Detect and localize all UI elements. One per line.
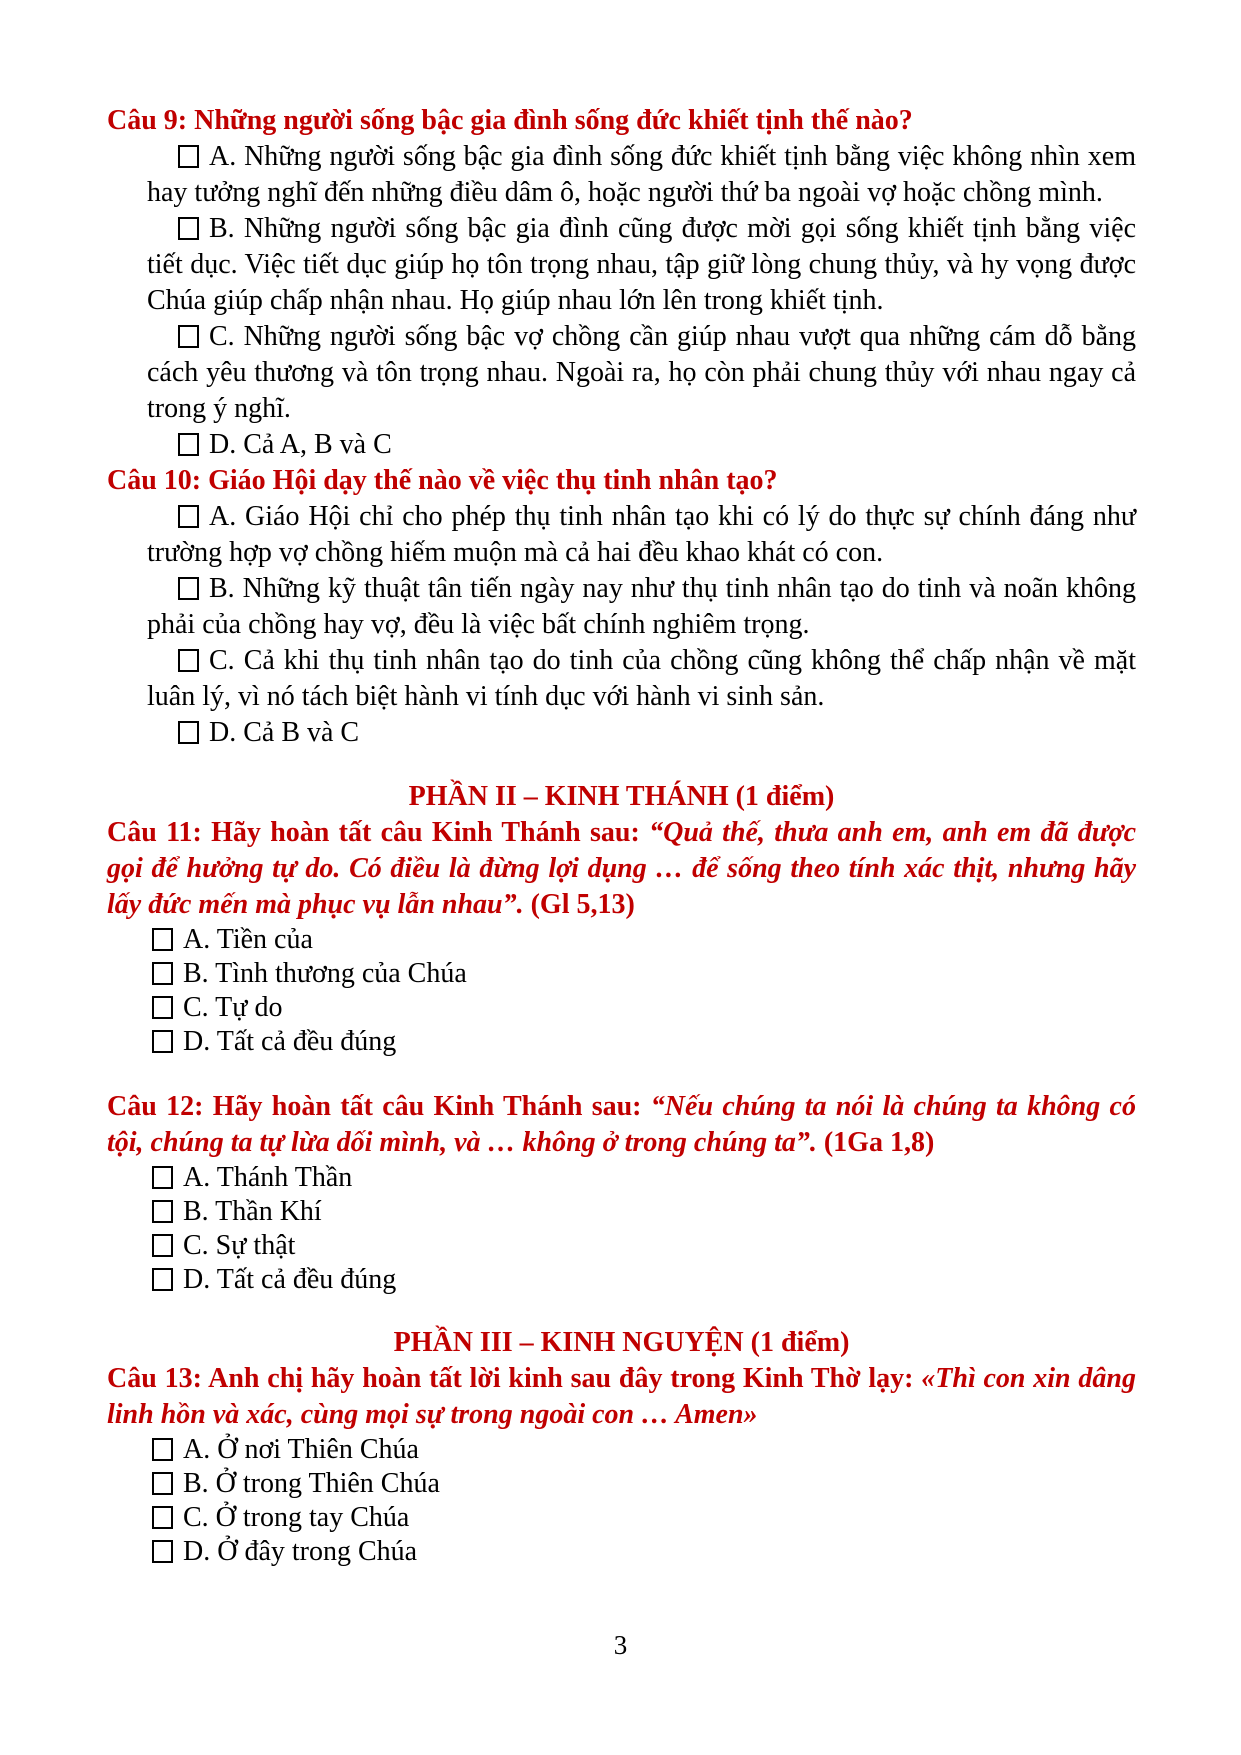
option-label: C. Tự do bbox=[183, 992, 283, 1023]
option-checkbox[interactable] bbox=[152, 1166, 173, 1189]
section-title-part2: PHẦN II – KINH THÁNH (1 điểm) bbox=[408, 781, 835, 812]
option-checkbox[interactable] bbox=[152, 928, 173, 951]
question-lead: Câu 12: Hãy hoàn tất câu Kinh Thánh sau: bbox=[107, 1091, 651, 1122]
option-label: D. Tất cả đều đúng bbox=[183, 1026, 397, 1057]
option-label: A. Ở nơi Thiên Chúa bbox=[183, 1434, 419, 1465]
question-10-heading: Câu 10: Giáo Hội dạy thế nào về việc thụ tinh nhân tạo? bbox=[107, 465, 778, 496]
question-lead: Câu 11: Hãy hoàn tất câu Kinh Thánh sau: bbox=[107, 817, 650, 848]
scripture-quote: “Nếu chúng ta nói là chúng ta không có tội, chúng ta tự lừa dối mình, và … không ở trong chúng ta”. bbox=[107, 1091, 1136, 1158]
option-label: D. Cả A, B và C bbox=[209, 429, 392, 460]
option-label: B. Thần Khí bbox=[183, 1196, 322, 1227]
option-checkbox[interactable] bbox=[178, 325, 199, 348]
question-13-option-c bbox=[152, 1501, 1136, 1535]
option-checkbox[interactable] bbox=[152, 1030, 173, 1053]
option-checkbox[interactable] bbox=[178, 505, 199, 528]
option-label: A. Những người sống bậc gia đình sống đức khiết tịnh bằng việc không nhìn xem hay tưởng nghĩ đến những điều dâm ô, hoặc người thứ ba ngoài vợ hoặc chồng mình. bbox=[147, 141, 1136, 208]
section-title-part3: PHẦN III – KINH NGUYỆN (1 điểm) bbox=[393, 1327, 850, 1358]
question-9 bbox=[107, 103, 1136, 463]
option-label: B. Những người sống bậc gia đình cũng được mời gọi sống khiết tịnh bằng việc tiết dục. Việc tiết dục giúp họ tôn trọng nhau, tập giữ lòng chung thủy, và hy vọng được Chúa giúp chấp nhận nhau. Họ giúp nhau lớn lên trong khiết tịnh. bbox=[147, 213, 1136, 316]
question-13-option-a bbox=[152, 1433, 1136, 1467]
option-checkbox[interactable] bbox=[152, 1438, 173, 1461]
option-checkbox[interactable] bbox=[178, 433, 199, 456]
question-12-option-c bbox=[152, 1229, 1136, 1263]
page-number: 3 bbox=[613, 1630, 628, 1660]
question-12 bbox=[107, 1089, 1136, 1297]
question-9-heading: Câu 9: Những người sống bậc gia đình sống đức khiết tịnh thế nào? bbox=[107, 105, 913, 136]
question-13-option-d bbox=[152, 1535, 1136, 1569]
option-label: B. Ở trong Thiên Chúa bbox=[183, 1468, 440, 1499]
question-11-heading bbox=[107, 815, 1136, 923]
question-12-heading bbox=[107, 1089, 1136, 1161]
option-checkbox[interactable] bbox=[178, 649, 199, 672]
question-10-option-d bbox=[147, 715, 1136, 751]
option-label: D. Cả B và C bbox=[209, 717, 360, 748]
prayer-quote: «Thì con xin dâng linh hồn và xác, cùng mọi sự trong ngoài con … Amen» bbox=[107, 1363, 1136, 1430]
question-9-option-c bbox=[147, 319, 1136, 427]
question-11-option-a bbox=[152, 923, 1136, 957]
option-checkbox[interactable] bbox=[178, 721, 199, 744]
question-9-option-b bbox=[147, 211, 1136, 319]
question-10 bbox=[107, 463, 1136, 751]
question-lead: Câu 13: Anh chị hãy hoàn tất lời kinh sau đây trong Kinh Thờ lạy: bbox=[107, 1363, 922, 1394]
option-label: C. Ở trong tay Chúa bbox=[183, 1502, 410, 1533]
option-checkbox[interactable] bbox=[152, 1506, 173, 1529]
option-label: D. Tất cả đều đúng bbox=[183, 1264, 397, 1295]
question-12-option-b bbox=[152, 1195, 1136, 1229]
question-12-option-d bbox=[152, 1263, 1136, 1297]
option-label: A. Giáo Hội chỉ cho phép thụ tinh nhân tạo khi có lý do thực sự chính đáng như trường hợp vợ chồng hiếm muộn mà cả hai đều khao khát có con. bbox=[147, 501, 1136, 568]
option-checkbox[interactable] bbox=[152, 996, 173, 1019]
question-10-option-c bbox=[147, 643, 1136, 715]
question-11-option-b bbox=[152, 957, 1136, 991]
option-checkbox[interactable] bbox=[178, 217, 199, 240]
option-checkbox[interactable] bbox=[152, 1540, 173, 1563]
option-label: A. Tiền của bbox=[183, 924, 313, 955]
option-label: C. Cả khi thụ tinh nhân tạo do tinh của chồng cũng không thể chấp nhận về mặt luân lý, vì nó tách biệt hành vi tính dục với hành vi sinh sản. bbox=[147, 645, 1136, 712]
question-11-option-c bbox=[152, 991, 1136, 1025]
option-checkbox[interactable] bbox=[178, 577, 199, 600]
question-13-heading bbox=[107, 1361, 1136, 1433]
question-11 bbox=[107, 815, 1136, 1059]
option-label: D. Ở đây trong Chúa bbox=[183, 1536, 418, 1567]
question-10-option-a bbox=[147, 499, 1136, 571]
option-label: C. Sự thật bbox=[183, 1230, 296, 1261]
option-checkbox[interactable] bbox=[152, 1200, 173, 1223]
option-label: B. Những kỹ thuật tân tiến ngày nay như thụ tinh nhân tạo do tinh và noãn không phải của chồng hay vợ, đều là việc bất chính nghiêm trọng. bbox=[147, 573, 1136, 640]
question-13-option-b bbox=[152, 1467, 1136, 1501]
option-checkbox[interactable] bbox=[152, 1234, 173, 1257]
scripture-reference: (Gl 5,13) bbox=[523, 889, 635, 920]
option-checkbox[interactable] bbox=[152, 1268, 173, 1291]
option-checkbox[interactable] bbox=[152, 1472, 173, 1495]
question-9-option-d bbox=[147, 427, 1136, 463]
question-13 bbox=[107, 1361, 1136, 1569]
scripture-reference: (1Ga 1,8) bbox=[816, 1127, 935, 1158]
option-label: B. Tình thương của Chúa bbox=[183, 958, 467, 989]
question-9-option-a bbox=[147, 139, 1136, 211]
question-12-option-a bbox=[152, 1161, 1136, 1195]
question-10-option-b bbox=[147, 571, 1136, 643]
option-label: C. Những người sống bậc vợ chồng cần giúp nhau vượt qua những cám dỗ bằng cách yêu thương và tôn trọng nhau. Ngoài ra, họ còn phải chung thủy với nhau ngay cả trong ý nghĩ. bbox=[147, 321, 1136, 424]
option-checkbox[interactable] bbox=[152, 962, 173, 985]
scripture-quote: “Quả thế, thưa anh em, anh em đã được gọi để hưởng tự do. Có điều là đừng lợi dụng … để sống theo tính xác thịt, nhưng hãy lấy đức mến mà phục vụ lẫn nhau”. bbox=[107, 817, 1136, 920]
option-label: A. Thánh Thần bbox=[183, 1162, 353, 1193]
question-11-option-d bbox=[152, 1025, 1136, 1059]
option-checkbox[interactable] bbox=[178, 145, 199, 168]
